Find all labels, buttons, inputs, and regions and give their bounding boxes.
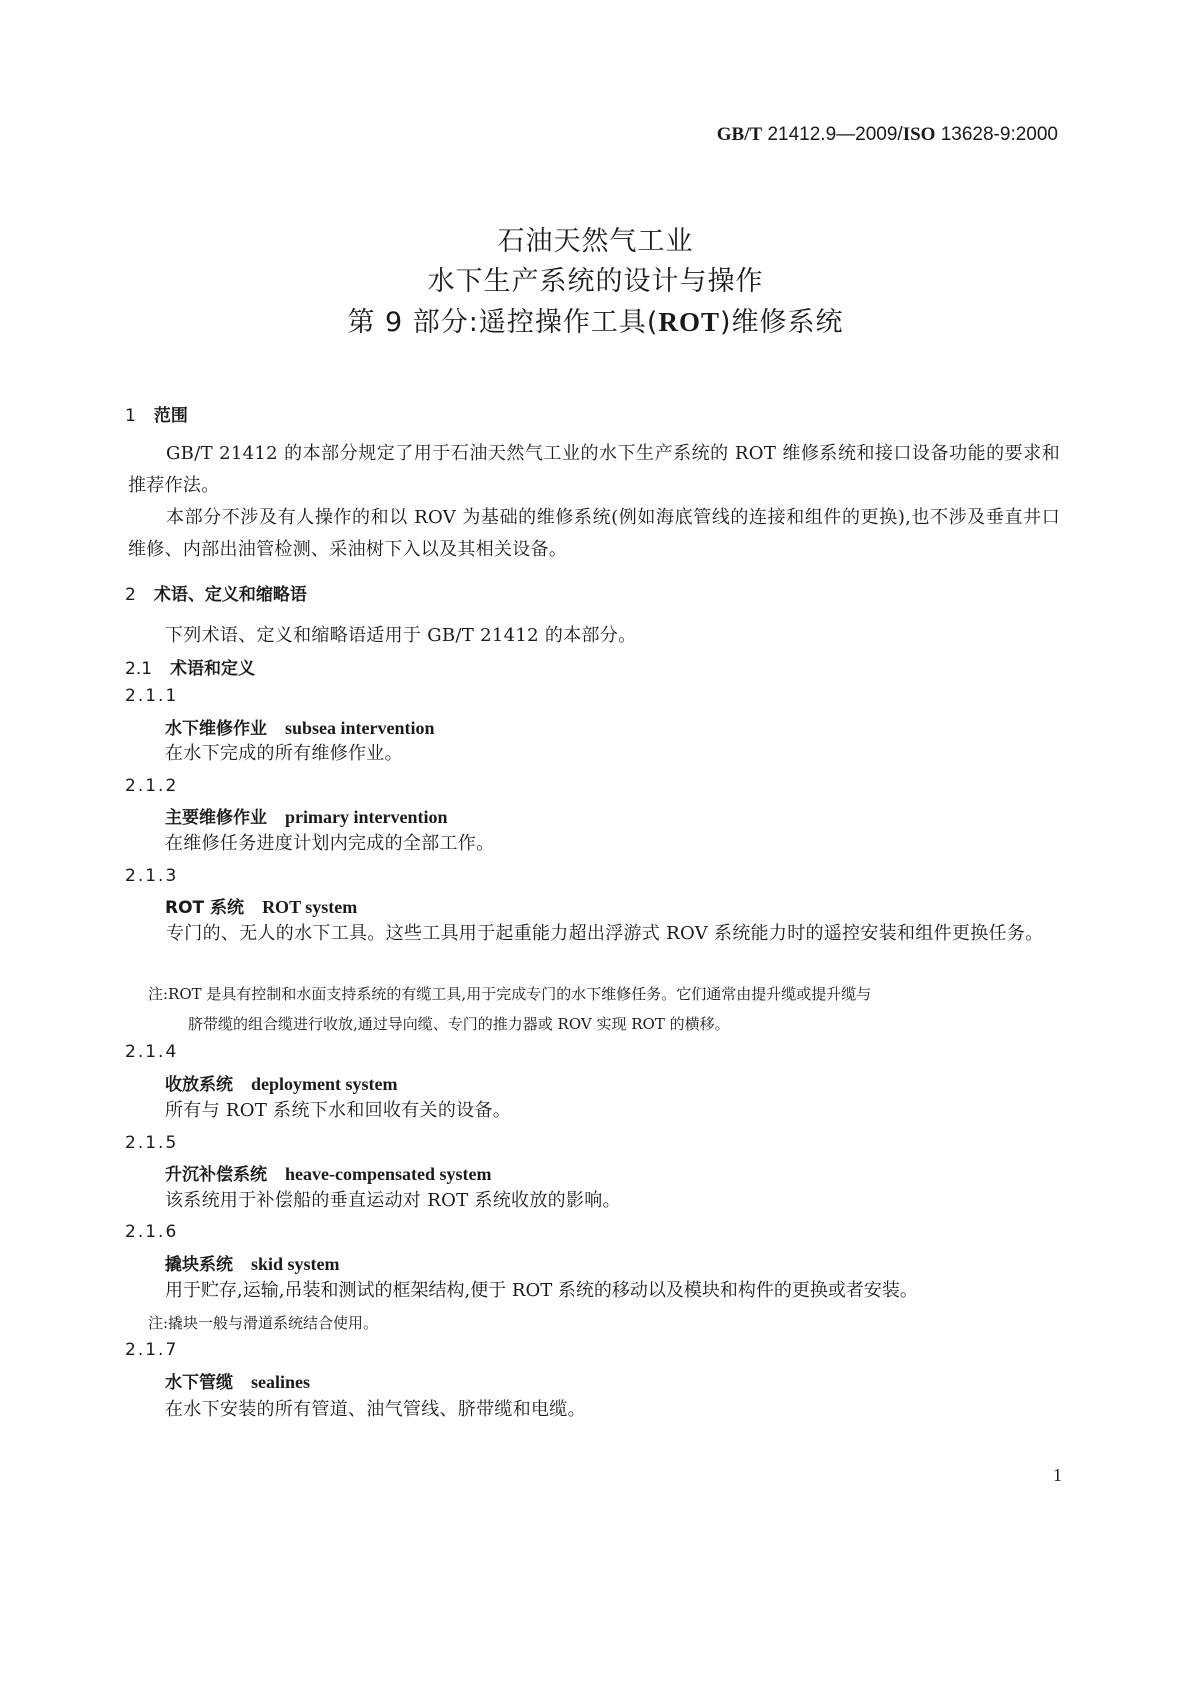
- term-zh: 升沉补偿系统: [165, 1165, 267, 1185]
- term-definition: 在水下安装的所有管道、油气管线、脐带缆和电缆。: [165, 1399, 586, 1420]
- term-heading: [165, 1160, 491, 1185]
- term-number: 2.1.6: [125, 1222, 179, 1242]
- term-definition: 用于贮存,运输,吊装和测试的框架结构,便于 ROT 系统的移动以及模块和构件的更换或者安装。: [165, 1280, 918, 1301]
- section-2-number: 2: [125, 585, 136, 605]
- term-number: 2.1.7: [125, 1340, 179, 1360]
- term-definition: 在水下完成的所有维修作业。: [165, 743, 403, 764]
- subsection-2-1-title: 术语和定义: [170, 659, 256, 679]
- term-note: 注:撬块一般与滑道系统结合使用。: [148, 1314, 379, 1332]
- section-1-title: 范围: [153, 406, 188, 426]
- term-en: heave-compensated system: [285, 1164, 492, 1184]
- title-line-2: 水下生产系统的设计与操作: [427, 266, 764, 297]
- section-1-paragraph-1: GB/T 21412 的本部分规定了用于石油天然气工业的水下生产系统的 ROT 维修系统和接口设备功能的要求和推荐作法。: [128, 443, 1060, 496]
- term-number: 2.1.5: [125, 1133, 179, 1153]
- section-2-title: 术语、定义和缩略语: [153, 585, 307, 605]
- title-line-3-suffix: )维修系统: [719, 307, 844, 338]
- term-number: 2.1.2: [125, 776, 179, 796]
- section-2-heading: [125, 580, 307, 605]
- term-heading: [165, 1250, 340, 1275]
- term-en: primary intervention: [285, 807, 448, 827]
- term-en: ROT system: [262, 897, 358, 917]
- term-number: 2.1.3: [125, 866, 179, 886]
- term-note: 注:ROT 是具有控制和水面支持系统的有缆工具,用于完成专门的水下维修任务。它们通常由提升缆或提升缆与: [148, 985, 872, 1003]
- term-en: sealines: [251, 1372, 311, 1392]
- section-1-heading: [125, 401, 188, 426]
- iso-prefix: ISO: [902, 124, 936, 145]
- term-heading: [165, 1368, 310, 1393]
- term-heading: [165, 1070, 398, 1095]
- section-1-number: 1: [125, 406, 136, 426]
- subsection-2-1-heading: [125, 654, 255, 679]
- term-number: 2.1.1: [125, 686, 179, 706]
- iso-code: 13628-9:2000: [935, 124, 1058, 145]
- term-en: skid system: [251, 1254, 340, 1274]
- standard-code-main: 21412.9—2009/: [762, 124, 903, 145]
- term-definition: 专门的、无人的水下工具。这些工具用于起重能力超出浮游式 ROV 系统能力时的遥控安装和组件更换任务。: [166, 923, 1044, 944]
- term-definition: 所有与 ROT 系统下水和回收有关的设备。: [165, 1100, 512, 1121]
- term-definition: 该系统用于补偿船的垂直运动对 ROT 系统收放的影响。: [165, 1190, 621, 1211]
- standard-code-prefix: GB/T: [716, 124, 763, 145]
- title-line-3-latin: ROT: [658, 307, 720, 337]
- document-title: [0, 222, 1191, 343]
- section-2-intro: 下列术语、定义和缩略语适用于 GB/T 21412 的本部分。: [165, 625, 637, 646]
- title-line-3: [0, 302, 1191, 343]
- term-note-continued: 脐带缆的组合缆进行收放,通过导向缆、专门的推力器或 ROV 实现 ROT 的横移。: [188, 1015, 730, 1033]
- term-zh: 水下管缆: [165, 1373, 233, 1393]
- term-en: subsea intervention: [285, 718, 435, 738]
- term-number: 2.1.4: [125, 1042, 179, 1062]
- title-line-1: 石油天然气工业: [497, 226, 694, 257]
- title-line-3-prefix: 第 9 部分:遥控操作工具(: [347, 307, 659, 338]
- term-en: deployment system: [251, 1074, 398, 1094]
- term-heading: [165, 893, 357, 918]
- term-zh: 撬块系统: [165, 1255, 233, 1275]
- standard-code: [717, 124, 1058, 146]
- term-heading: [165, 714, 435, 739]
- term-zh: ROT 系统: [165, 898, 245, 918]
- term-zh: 收放系统: [165, 1075, 233, 1095]
- term-definition: 在维修任务进度计划内完成的全部工作。: [165, 833, 495, 854]
- term-zh: 主要维修作业: [165, 808, 267, 828]
- term-zh: 水下维修作业: [165, 719, 267, 739]
- subsection-2-1-number: 2.1: [125, 659, 153, 679]
- term-heading: [165, 803, 447, 828]
- section-1-paragraph-2: 本部分不涉及有人操作的和以 ROV 为基础的维修系统(例如海底管线的连接和组件的更换),也不涉及垂直井口维修、内部出油管检测、采油树下入以及其相关设备。: [128, 507, 1060, 560]
- page-number: 1: [1053, 1465, 1062, 1485]
